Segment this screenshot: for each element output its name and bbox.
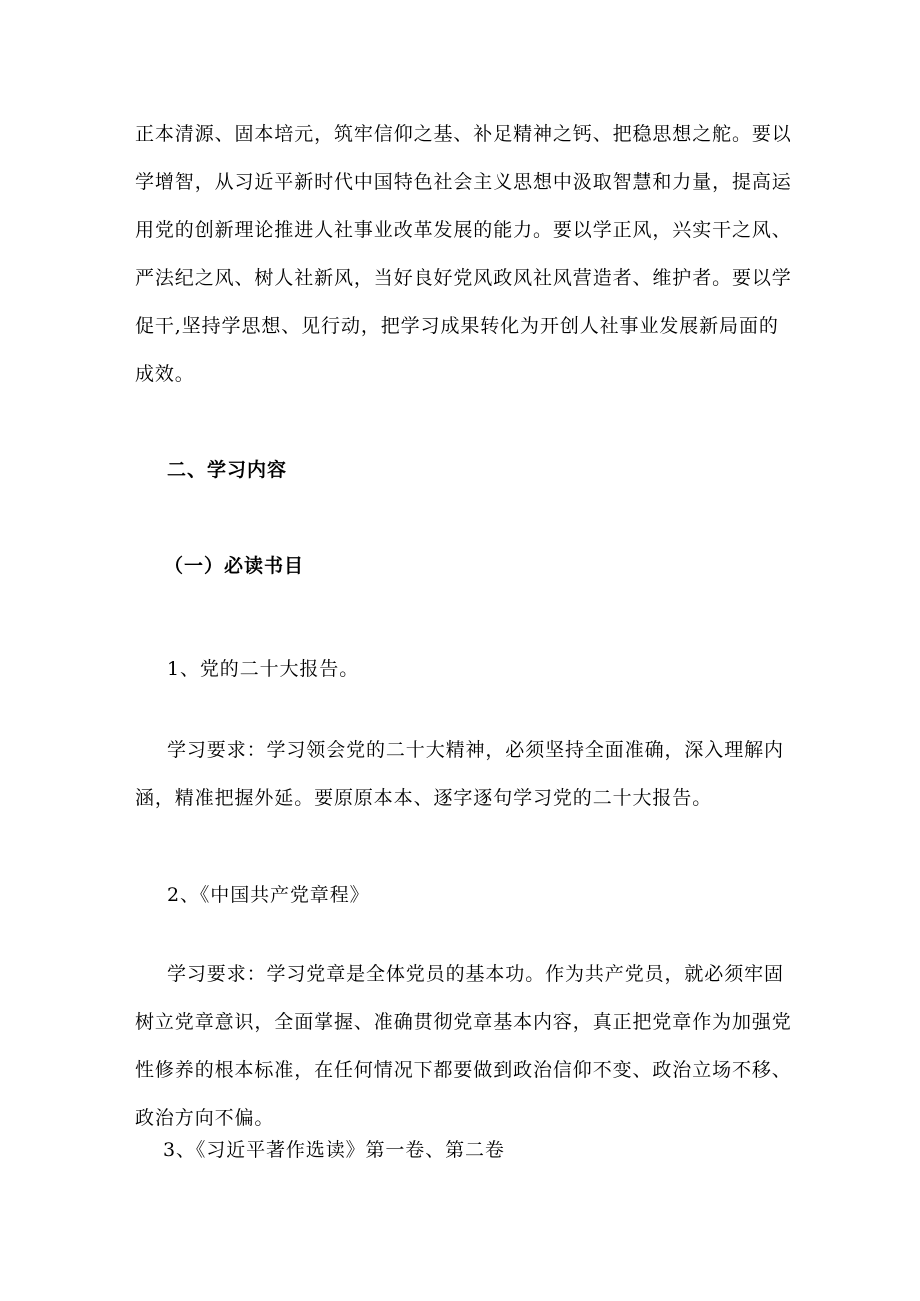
text-line: 政治方向不偏。	[135, 1107, 275, 1129]
item-title: 1、党的二十大报告。	[167, 658, 360, 680]
text-line: 成效。	[135, 363, 195, 385]
text-line: 促干,坚持学思想、见行动，把学习成果转化为开创人社事业发展新局面的	[135, 315, 779, 337]
item-title: 3、《习近平著作选读》第一卷、第二卷	[163, 1139, 505, 1161]
text-line: 涵，精准把握外延。要原原本本、逐字逐句学习党的二十大报告。	[135, 787, 713, 809]
text-line: 严法纪之风、树人社新风，当好良好党风政风社风营造者、维护者。要以学	[135, 267, 792, 289]
text-line: 性修养的根本标准，在任何情况下都要做到政治信仰不变、政治立场不移、	[135, 1059, 792, 1081]
text-line: 用党的创新理论推进人社事业改革发展的能力。要以学正风，兴实干之风、	[135, 219, 792, 241]
text-line: 学习要求：学习党章是全体党员的基本功。作为共产党员，就必须牢固	[167, 963, 784, 985]
text-line: 树立党章意识，全面掌握、准确贯彻党章基本内容，真正把党章作为加强党	[135, 1011, 792, 1033]
text-line: 学增智，从习近平新时代中国特色社会主义思想中汲取智慧和力量，提高运	[135, 171, 792, 193]
text-line: 正本清源、固本培元，筑牢信仰之基、补足精神之钙、把稳思想之舵。要以	[135, 123, 792, 145]
subsection-heading: （一）必读书目	[164, 555, 305, 577]
text-line: 学习要求：学习领会党的二十大精神，必须坚持全面准确，深入理解内	[167, 739, 784, 761]
item-title: 2、《中国共产党章程》	[167, 884, 370, 906]
section-heading: 二、学习内容	[167, 459, 288, 481]
